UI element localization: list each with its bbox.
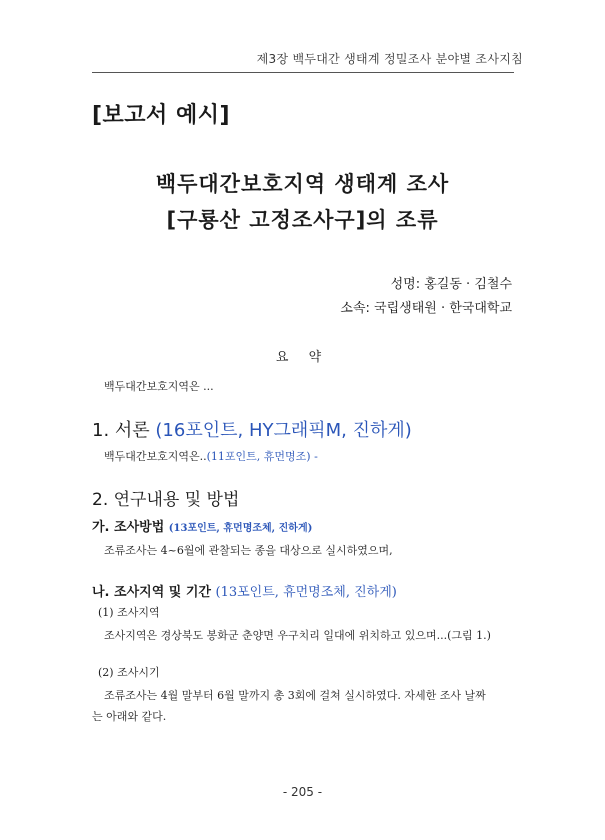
- subsection-b-heading: [92, 581, 397, 600]
- author-names: 성명: 홍길동 · 김철수: [390, 277, 512, 292]
- section-1-body: 백두대간보호지역은..: [104, 450, 207, 463]
- subsection-a-format-note: (13포인트, 휴먼명조체, 진하게): [168, 523, 313, 534]
- subsection-a-text: 조류조사는 4~6월에 관찰되는 종을 대상으로 실시하였으며,: [104, 544, 393, 557]
- page-number: - 205 -: [282, 785, 323, 799]
- item-2-text-line-1: 조류조사는 4월 말부터 6월 말까지 총 3회에 걸쳐 실시하였다. 자세한 조사 날짜: [104, 689, 486, 702]
- section-1-body-format-note: (11포인트, 휴먼명조) -: [206, 450, 318, 463]
- author-affiliation: 소속: 국립생태원 · 한국대학교: [340, 301, 512, 316]
- subsection-a-heading: [92, 516, 312, 535]
- item-1-label: (1) 조사지역: [98, 606, 160, 619]
- subsection-b-title: 나. 조사지역 및 기간: [92, 585, 211, 600]
- summary-text: 백두대간보호지역은 ...: [104, 380, 214, 393]
- report-example-label: [보고서 예시]: [92, 103, 231, 128]
- subsection-a-title: 가. 조사방법: [92, 520, 165, 535]
- item-2-text-line-2: 는 아래와 같다.: [92, 710, 167, 723]
- subsection-b-format-note: (13포인트, 휴먼명조체, 진하게): [215, 585, 397, 600]
- section-1-heading: [92, 416, 412, 442]
- item-2-label: (2) 조사시기: [98, 666, 160, 679]
- report-title-line-2: [구룡산 고정조사구]의 조류: [166, 208, 439, 232]
- item-1-text: 조사지역은 경상북도 봉화군 춘양면 우구치리 일대에 위치하고 있으며...(그림 1.): [104, 629, 491, 642]
- section-1-format-note: (16포인트, HY그래픽M, 진하게): [155, 420, 412, 441]
- summary-heading: 요 약: [275, 350, 330, 365]
- section-2-heading: 2. 연구내용 및 방법: [92, 490, 240, 510]
- section-1-text: [104, 448, 318, 464]
- report-title-line-1: 백두대간보호지역 생태계 조사: [155, 172, 450, 196]
- section-1-title: 1. 서론: [92, 420, 150, 441]
- header-divider: [92, 72, 514, 73]
- running-header: 제3장 백두대간 생태계 정밀조사 분야별 조사지침: [256, 52, 523, 66]
